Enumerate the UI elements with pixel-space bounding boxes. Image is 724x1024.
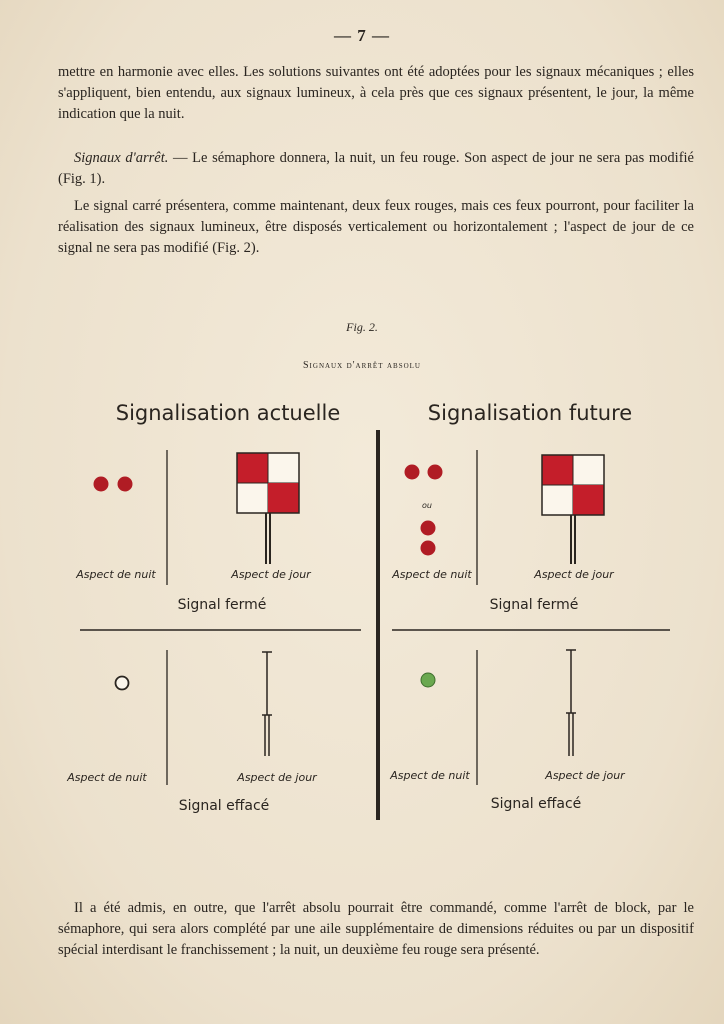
paragraph-2-text: — Le sémaphore donnera, la nuit, un feu rouge. Son aspect de jour ne sera pas modifié (Fig. 1). [58, 150, 694, 187]
red-light-v1 [421, 521, 436, 536]
or-label: ou [422, 501, 432, 510]
checkered-board-current [237, 453, 299, 564]
left-top-night-label: Aspect de nuit [76, 568, 156, 581]
page-number: — 7 — [334, 26, 390, 45]
red-light-h1 [405, 465, 420, 480]
signal-diagram [0, 380, 724, 840]
right-bottom-day-label: Aspect de jour [545, 769, 625, 782]
left-closed-label: Signal fermé [177, 597, 267, 613]
left-bottom-day-label: Aspect de jour [237, 771, 317, 784]
paragraph-2 [58, 148, 694, 190]
left-title: Signalisation actuelle [115, 401, 341, 425]
green-light [421, 673, 435, 687]
figure-label: Fig. 2. [346, 320, 378, 334]
right-bottom-night-label: Aspect de nuit [390, 769, 470, 782]
right-top-day-label: Aspect de jour [534, 568, 614, 581]
paragraph-1: mettre en harmonie avec elles. Les solutions suivantes ont été adoptées pour les signaux mécaniques ; elles s'appliquent, bien entendu, aux signaux lumineux, à cela près que ces signaux présentent, le jour, la même indication que la nuit. [58, 64, 694, 122]
red-light-1 [94, 477, 109, 492]
right-closed-label: Signal fermé [489, 597, 579, 613]
right-cleared-label: Signal effacé [490, 796, 582, 812]
right-top-night-label: Aspect de nuit [392, 568, 472, 581]
left-top-day-label: Aspect de jour [231, 568, 311, 581]
left-cleared-label: Signal effacé [178, 798, 270, 814]
figure-subtitle: Signaux d'arrêt absolu [303, 360, 421, 371]
paragraph-3: Le signal carré présentera, comme maintenant, deux feux rouges, mais ces feux pourront, pour faciliter la réalisation des signaux lumineux, être disposés verticalement ou horizontalement ; l'aspect de jour de ce signal ne sera pas modifié (Fig. 2). [58, 198, 694, 256]
white-light [116, 677, 129, 690]
cleared-post-current [262, 652, 272, 756]
paragraph-2-lead: Signaux d'arrêt. [74, 150, 169, 166]
red-light-2 [118, 477, 133, 492]
left-bottom-night-label: Aspect de nuit [67, 771, 147, 784]
checkered-board-future [542, 455, 604, 564]
right-title: Signalisation future [427, 401, 633, 425]
red-light-v2 [421, 541, 436, 556]
cleared-post-future [566, 650, 576, 756]
paragraph-4: Il a été admis, en outre, que l'arrêt absolu pourrait être commandé, comme l'arrêt de block, par le sémaphore, qui sera alors complété par une aile supplémentaire de dimensions réduites ou par un dispositif spécial interdisant le franchissement ; la nuit, un deuxième feu rouge sera présenté. [58, 900, 694, 958]
red-light-h2 [428, 465, 443, 480]
